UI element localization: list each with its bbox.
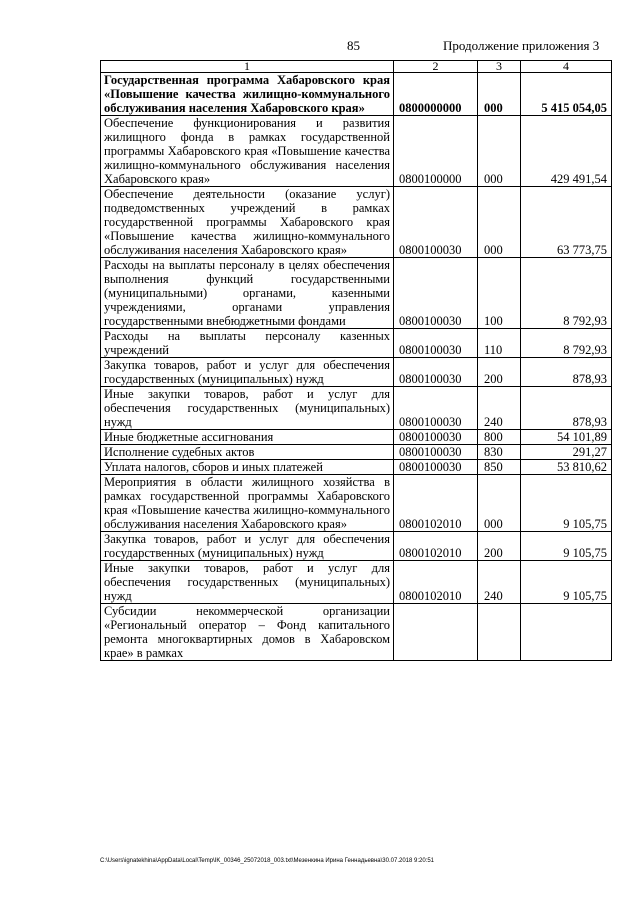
row-amount: 8 792,93 [521, 258, 612, 329]
row-target-code: 0800100030 [394, 329, 478, 358]
row-target-code [394, 604, 478, 661]
row-amount [521, 604, 612, 661]
header-col-4: 4 [521, 61, 612, 73]
row-name: Иные закупки товаров, работ и услуг для обеспечения государственных (муниципальных) нужд [101, 387, 394, 430]
table-row [101, 387, 612, 430]
row-name: Исполнение судебных актов [101, 445, 394, 460]
table-row [101, 532, 612, 561]
row-target-code: 0800100030 [394, 460, 478, 475]
row-name: Расходы на выплаты персоналу в целях обеспечения выполнения функций государственными (муниципальными) органами, казенными учреждениями, органами управления государственными внебюджетными фондами [101, 258, 394, 329]
row-target-code: 0800102010 [394, 532, 478, 561]
row-amount: 878,93 [521, 387, 612, 430]
row-name: Иные бюджетные ассигнования [101, 430, 394, 445]
row-expense-type: 100 [478, 258, 521, 329]
row-expense-type: 800 [478, 430, 521, 445]
row-amount: 54 101,89 [521, 430, 612, 445]
row-name: Закупка товаров, работ и услуг для обеспечения государственных (муниципальных) нужд [101, 358, 394, 387]
table-row [101, 358, 612, 387]
table-row [101, 430, 612, 445]
row-expense-type: 110 [478, 329, 521, 358]
row-expense-type [478, 604, 521, 661]
row-amount: 429 491,54 [521, 116, 612, 187]
row-name: Мероприятия в области жилищного хозяйства в рамках государственной программы Хабаровского края «Повышение качества жилищно-коммунального обслуживания населения Хабаровского края» [101, 475, 394, 532]
row-target-code: 0800100030 [394, 387, 478, 430]
row-name: Субсидии некоммерческой организации «Региональный оператор – Фонд капитального ремонта многоквартирных домов в Хабаровском крае» в рамках [101, 604, 394, 661]
appendix-continuation-label: Продолжение приложения 3 [443, 38, 600, 53]
row-amount: 9 105,75 [521, 532, 612, 561]
row-target-code: 0800100000 [394, 116, 478, 187]
row-target-code: 0800100030 [394, 430, 478, 445]
table-row [101, 460, 612, 475]
row-name: Обеспечение деятельности (оказание услуг) подведомственных учреждений в рамках государственной программы Хабаровского края «Повышение качества жилищно-коммунального обслуживания населения Хабаровского края» [101, 187, 394, 258]
row-target-code: 0800100030 [394, 358, 478, 387]
row-amount: 9 105,75 [521, 475, 612, 532]
row-expense-type: 200 [478, 358, 521, 387]
row-expense-type: 000 [478, 187, 521, 258]
table-row [101, 187, 612, 258]
row-name: Закупка товаров, работ и услуг для обеспечения государственных (муниципальных) нужд [101, 532, 394, 561]
table-row [101, 604, 612, 661]
header-col-1: 1 [101, 61, 394, 73]
budget-table [100, 60, 612, 661]
row-expense-type: 240 [478, 387, 521, 430]
table-row [101, 258, 612, 329]
row-target-code: 0800102010 [394, 475, 478, 532]
table-row [101, 561, 612, 604]
table-row [101, 329, 612, 358]
row-expense-type: 850 [478, 460, 521, 475]
row-name: Обеспечение функционирования и развития жилищного фонда в рамках государственной программы Хабаровского края «Повышение качества жилищно-коммунального обслуживания населения Хабаровского края» [101, 116, 394, 187]
table-row [101, 475, 612, 532]
row-amount: 9 105,75 [521, 561, 612, 604]
row-target-code: 0800100030 [394, 445, 478, 460]
row-expense-type: 830 [478, 445, 521, 460]
row-expense-type: 000 [478, 73, 521, 116]
row-amount: 63 773,75 [521, 187, 612, 258]
row-amount: 8 792,93 [521, 329, 612, 358]
row-target-code: 0800000000 [394, 73, 478, 116]
table-row [101, 73, 612, 116]
document-footer-path: C:\Users\ignatekhina\AppData\Local\Temp\IK_00346_25072018_003.txt\Мезенкина Ирина Геннадьевна\30.07.2018 9:20:51 [100, 858, 435, 864]
row-name: Расходы на выплаты персоналу казенных учреждений [101, 329, 394, 358]
table-row [101, 116, 612, 187]
row-amount: 878,93 [521, 358, 612, 387]
row-amount: 53 810,62 [521, 460, 612, 475]
row-expense-type: 000 [478, 475, 521, 532]
row-expense-type: 200 [478, 532, 521, 561]
row-amount: 5 415 054,05 [521, 73, 612, 116]
header-col-3: 3 [478, 61, 521, 73]
row-name: Иные закупки товаров, работ и услуг для обеспечения государственных (муниципальных) нужд [101, 561, 394, 604]
row-name: Государственная программа Хабаровского края «Повышение качества жилищно-коммунального обслуживания населения Хабаровского края» [101, 73, 394, 116]
row-target-code: 0800102010 [394, 561, 478, 604]
table-header-row [101, 61, 612, 73]
row-target-code: 0800100030 [394, 258, 478, 329]
row-name: Уплата налогов, сборов и иных платежей [101, 460, 394, 475]
row-target-code: 0800100030 [394, 187, 478, 258]
header-col-2: 2 [394, 61, 478, 73]
row-expense-type: 240 [478, 561, 521, 604]
row-amount: 291,27 [521, 445, 612, 460]
table-row [101, 445, 612, 460]
row-expense-type: 000 [478, 116, 521, 187]
page-number: 85 [347, 38, 360, 53]
